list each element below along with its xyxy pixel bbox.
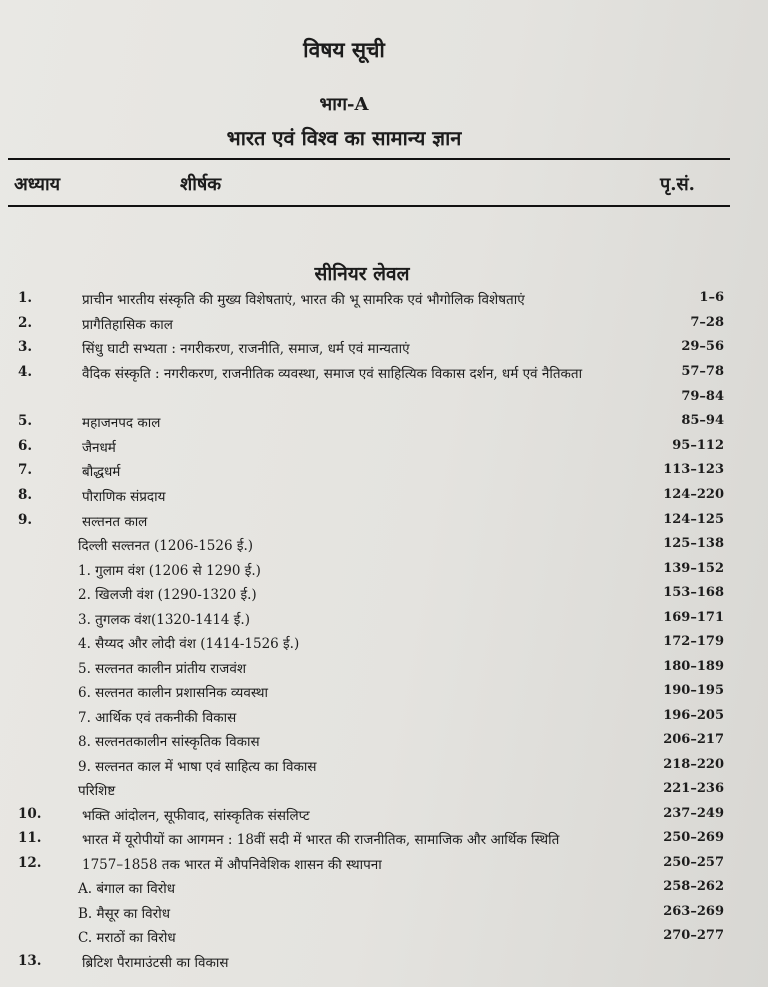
chapter-number: 8. <box>18 487 33 503</box>
page-range: 153–168 <box>663 585 724 600</box>
toc-row <box>0 315 768 337</box>
chapter-number: 6. <box>18 438 33 454</box>
chapter-title: ब्रिटिश पैरामाउंटसी का विकास <box>82 955 229 971</box>
toc-row <box>0 855 768 877</box>
chapter-number: 4. <box>18 364 33 380</box>
chapter-title: B. मैसूर का विरोध <box>78 906 170 922</box>
toc-row <box>0 610 768 632</box>
chapter-title: 7. आर्थिक एवं तकनीकी विकास <box>78 710 237 726</box>
chapter-title: पौराणिक संप्रदाय <box>82 489 166 505</box>
toc-row <box>0 781 768 803</box>
toc-row <box>0 683 768 705</box>
page-range: 263–269 <box>663 904 724 919</box>
toc-row <box>0 487 768 509</box>
part-subtitle: भारत एवं विश्व का सामान्य ज्ञान <box>226 126 462 150</box>
page-range: 270–277 <box>663 928 724 943</box>
column-header-title: शीर्षक <box>180 174 222 195</box>
chapter-number: 7. <box>18 462 33 478</box>
toc-row <box>0 659 768 681</box>
chapter-title: बौद्धधर्म <box>82 464 121 480</box>
page-range: 57–78 <box>681 364 724 379</box>
chapter-title: प्रागैतिहासिक काल <box>82 317 173 333</box>
chapter-number: 1. <box>18 290 33 306</box>
toc-row <box>0 879 768 901</box>
toc-row <box>0 806 768 828</box>
chapter-title: 4. सैय्यद और लोदी वंश (1414-1526 ई.) <box>78 636 300 652</box>
chapter-number: 3. <box>18 339 33 355</box>
page-range: 172–179 <box>663 634 724 649</box>
toc-row <box>0 438 768 460</box>
chapter-number: 13. <box>18 953 42 969</box>
page-range: 124–220 <box>663 487 724 502</box>
chapter-title: सिंधु घाटी सभ्यता : नगरीकरण, राजनीति, समाज, धर्म एवं मान्यताएं <box>82 341 410 357</box>
section-heading-text: सीनियर लेवल <box>314 263 410 285</box>
chapter-title: भक्ति आंदोलन, सूफीवाद, सांस्कृतिक संसलिप्ट <box>82 808 310 824</box>
page-range: 7–28 <box>690 315 724 330</box>
chapter-title: 3. तुगलक वंश(1320-1414 ई.) <box>78 612 250 628</box>
chapter-number: 9. <box>18 512 33 528</box>
chapter-title: 6. सल्तनत कालीन प्रशासनिक व्यवस्था <box>78 685 268 701</box>
toc-row <box>0 708 768 730</box>
chapter-title: दिल्ली सल्तनत (1206-1526 ई.) <box>78 538 254 554</box>
page-range: 124–125 <box>663 512 724 527</box>
toc-row <box>0 512 768 534</box>
page-range: 196–205 <box>663 708 724 723</box>
chapter-title: वैदिक संस्कृति : नगरीकरण, राजनीतिक व्यवस्था, समाज एवं साहित्यिक विकास दर्शन, धर्म एवं नैतिकता <box>82 366 583 382</box>
page-range: 237–249 <box>663 806 724 821</box>
page-range: 125–138 <box>663 536 724 551</box>
chapter-title: 2. खिलजी वंश (1290-1320 ई.) <box>78 587 257 603</box>
page-range: 180–189 <box>663 659 724 674</box>
toc-row <box>0 953 768 975</box>
toc-row <box>0 585 768 607</box>
chapter-title: सल्तनत काल <box>82 514 148 530</box>
toc-row <box>0 364 768 386</box>
chapter-title: महाजनपद काल <box>82 415 161 431</box>
page-range: 250–269 <box>663 830 724 845</box>
chapter-title: प्राचीन भारतीय संस्कृति की मुख्य विशेषताएं, भारत की भू सामरिक एवं भौगोलिक विशेषताएं <box>82 292 525 308</box>
toc-row <box>0 904 768 926</box>
page-range: 190–195 <box>663 683 724 698</box>
page-range: 113–123 <box>663 462 724 477</box>
chapter-number: 5. <box>18 413 33 429</box>
toc-row <box>0 462 768 484</box>
chapter-title: 1757–1858 तक भारत में औपनिवेशिक शासन की स्थापना <box>82 857 382 873</box>
page-range: 1–6 <box>699 290 724 305</box>
page-range: 169–171 <box>663 610 724 625</box>
toc-row <box>0 732 768 754</box>
toc-row <box>0 290 768 312</box>
page-range: 206–217 <box>663 732 724 747</box>
page-range: 29–56 <box>681 339 724 354</box>
page-range: 95–112 <box>672 438 724 453</box>
toc-row <box>0 339 768 361</box>
page-range: 218–220 <box>663 757 724 772</box>
page-range: 79–84 <box>681 389 724 404</box>
chapter-title: 8. सल्तनतकालीन सांस्कृतिक विकास <box>78 734 260 750</box>
toc-row <box>0 536 768 558</box>
page-range: 139–152 <box>663 561 724 576</box>
chapter-title: 9. सल्तनत काल में भाषा एवं साहित्य का विकास <box>78 759 317 775</box>
chapter-number: 10. <box>18 806 42 822</box>
column-header-chapter: अध्याय <box>14 174 61 195</box>
toc-row <box>0 561 768 583</box>
chapter-number: 11. <box>18 830 42 846</box>
toc-row <box>0 389 768 411</box>
chapter-title: परिशिष्ट <box>78 783 116 799</box>
chapter-title: A. बंगाल का विरोध <box>78 881 176 897</box>
section-heading <box>0 260 768 286</box>
part-label: भाग-A <box>319 94 369 115</box>
page-range: 85–94 <box>681 413 724 428</box>
header-rule-top <box>8 158 730 160</box>
chapter-number: 12. <box>18 855 42 871</box>
column-header-page: पृ.सं. <box>660 174 695 195</box>
toc-row <box>0 757 768 779</box>
toc-row <box>0 634 768 656</box>
chapter-title: 1. गुलाम वंश (1206 से 1290 ई.) <box>78 563 261 579</box>
toc-row <box>0 928 768 950</box>
page-range: 250–257 <box>663 855 724 870</box>
chapter-title: जैनधर्म <box>82 440 116 456</box>
chapter-title: 5. सल्तनत कालीन प्रांतीय राजवंश <box>78 661 247 677</box>
toc-row <box>0 413 768 435</box>
toc-row <box>0 830 768 852</box>
chapter-title: भारत में यूरोपीयों का आगमन : 18वीं सदी में भारत की राजनीतिक, सामाजिक और आर्थिक स्थिति <box>82 832 560 848</box>
chapter-number: 2. <box>18 315 33 331</box>
chapter-title: C. मराठों का विरोध <box>78 930 176 946</box>
page-range: 221–236 <box>663 781 724 796</box>
page-title: विषय सूची <box>303 37 385 62</box>
header-rule-bottom <box>8 205 730 207</box>
page-range: 258–262 <box>663 879 724 894</box>
